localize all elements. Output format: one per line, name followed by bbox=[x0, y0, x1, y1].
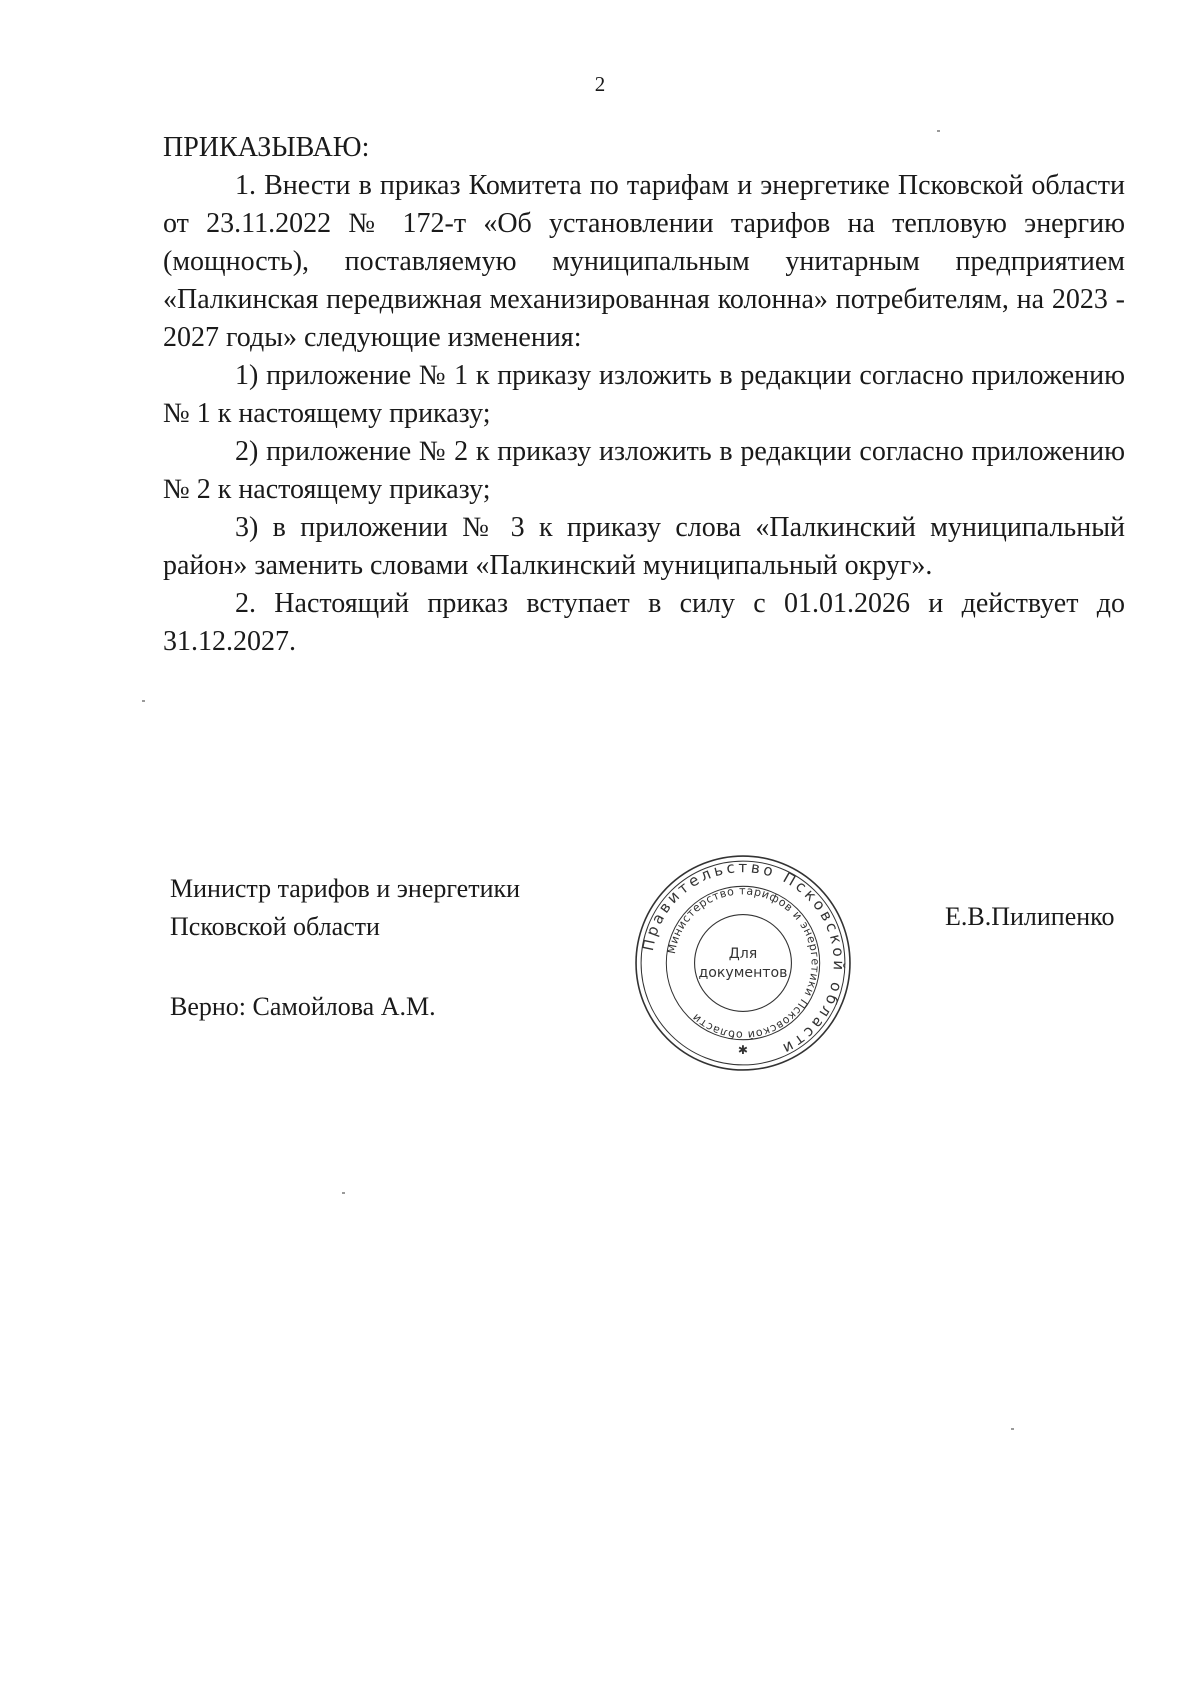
scan-speck bbox=[342, 1192, 345, 1194]
svg-text:Министерство тарифов и энергет bbox=[665, 884, 822, 1041]
paragraph-1-1: 1) приложение № 1 к приказу изложить в редакции согласно приложению № 1 к настоящему приказу; bbox=[163, 360, 1125, 429]
official-seal bbox=[632, 852, 854, 1074]
scan-speck bbox=[142, 700, 145, 702]
certified-copy-note: Верно: Самойлова А.М. bbox=[170, 992, 436, 1021]
signatory-name: Е.В.Пилипенко bbox=[945, 902, 1115, 931]
position-line-2: Псковской области bbox=[170, 912, 380, 941]
paragraph-1: 1. Внести в приказ Комитета по тарифам и энергетике Псковской области от 23.11.2022 № 172-т «Об установлении тарифов на тепловую энергию (мощность), поставляемую муниципальным унитарным предприятием «Палкинская передвижная механизированная колонна» потребителям, на 2023 - 2027 годы» следующие изменения: bbox=[163, 170, 1125, 353]
scan-speck bbox=[937, 130, 940, 132]
seal-center-line-1: Для bbox=[728, 945, 758, 962]
page-number: 2 bbox=[594, 72, 606, 96]
paragraph-1-3: 3) в приложении № 3 к приказу слова «Палкинский муниципальный район» заменить словами «Палкинский муниципальный округ». bbox=[163, 512, 1125, 581]
scan-speck bbox=[1011, 1428, 1014, 1430]
order-heading: ПРИКАЗЫВАЮ: bbox=[163, 132, 370, 163]
signatory-position bbox=[170, 870, 520, 946]
position-line-1: Министр тарифов и энергетики bbox=[170, 874, 521, 903]
seal-center-line-2: документов bbox=[698, 965, 788, 982]
order-body bbox=[163, 129, 1125, 661]
seal-outer-text: Правительство Псковской области bbox=[638, 858, 848, 1060]
paragraph-1-2: 2) приложение № 2 к приказу изложить в редакции согласно приложению № 2 к настоящему приказу; bbox=[163, 436, 1125, 505]
seal-star-icon: ✱ bbox=[737, 1042, 749, 1057]
paragraph-2: 2. Настоящий приказ вступает в силу с 01.01.2026 и действует до 31.12.2027. bbox=[163, 588, 1125, 657]
seal-inner-text: Министерство тарифов и энергетики Псковской области bbox=[664, 884, 822, 1042]
